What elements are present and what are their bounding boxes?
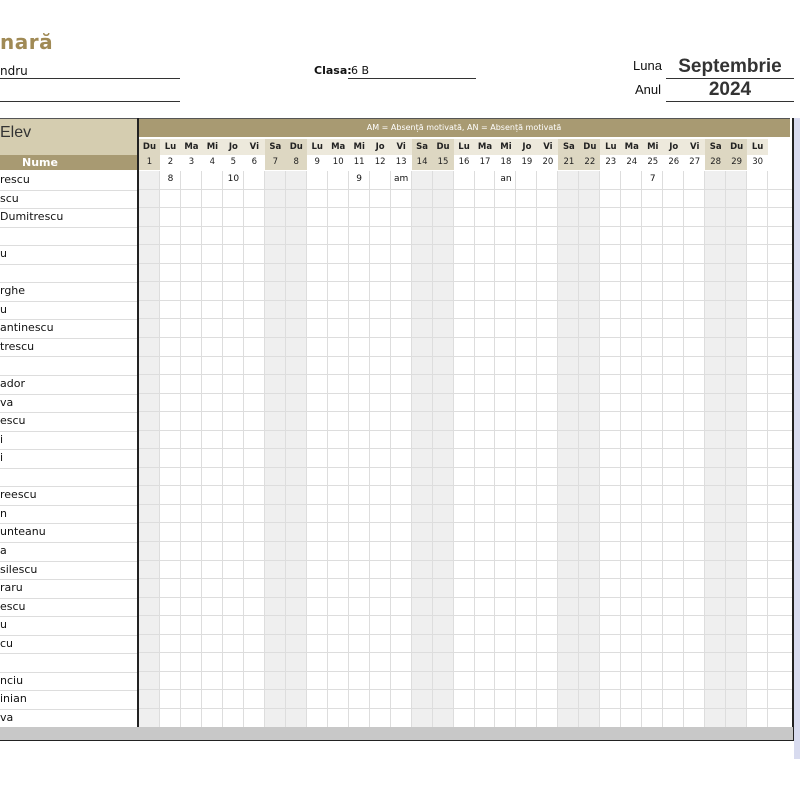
row-gridline [139,689,792,690]
row-gridline [139,560,792,561]
legend-bar: AM = Absență motivată, AN = Absență motivată [138,118,790,137]
row-gridline [139,281,792,282]
nume-header [0,155,137,170]
row-gridline [139,615,792,616]
student-name-cell[interactable]: nciu [0,672,137,692]
row-gridline [139,226,792,227]
day-of-week-header: Ma [475,139,496,155]
row-gridline [139,467,792,468]
day-of-week-header: Vi [244,139,265,155]
day-number-header: 26 [663,155,684,170]
row-gridline [139,504,792,505]
day-number-header: 27 [684,155,705,170]
row-gridline [139,597,792,598]
student-name-cell[interactable] [0,653,137,673]
student-name-cell[interactable]: antinescu [0,319,137,339]
day-of-week-header: Lu [160,139,181,155]
day-of-week-header: Du [726,139,747,155]
attendance-entry[interactable]: am [393,174,409,184]
footer-row [0,727,793,740]
day-of-week-header: Jo [370,139,391,155]
day-of-week-header: Mi [349,139,370,155]
row-gridline [139,374,792,375]
day-of-week-header: Mi [642,139,663,155]
student-name-cell[interactable]: rescu [0,171,137,191]
row-gridline [139,356,792,357]
attendance-entry[interactable]: 9 [356,174,363,184]
day-number-header: 14 [412,155,433,170]
row-gridline [139,300,792,301]
luna-value[interactable]: Septembrie [678,56,782,77]
day-number-header: 5 [223,155,244,170]
attendance-entry[interactable]: 8 [167,174,174,184]
day-of-week-header: Jo [223,139,244,155]
row-gridline [139,393,792,394]
attendance-entry[interactable]: 7 [649,174,656,184]
day-number-header: 13 [391,155,412,170]
row-gridline [139,318,792,319]
student-name-cell[interactable]: u [0,245,137,265]
student-name-cell[interactable]: u [0,301,137,321]
day-number-header: 6 [244,155,265,170]
day-number-header: 25 [642,155,663,170]
student-name-cell[interactable] [0,357,137,377]
day-of-week-header: Vi [391,139,412,155]
anul-value[interactable]: 2024 [708,79,752,100]
day-number-header: 1 [139,155,160,170]
day-of-week-header: Mi [495,139,516,155]
day-of-week-header: Vi [684,139,705,155]
student-name-cell[interactable]: va [0,709,137,729]
second-field-line[interactable] [0,101,180,102]
day-number-header: 19 [516,155,537,170]
row-gridline [139,708,792,709]
student-name-cell[interactable]: scu [0,190,137,210]
class-value: 6 B [351,64,370,77]
nume-label: Nume [22,156,58,169]
attendance-entry[interactable]: 10 [227,174,240,184]
day-number-header: 21 [558,155,579,170]
student-name-cell[interactable]: inian [0,690,137,710]
day-of-week-header: Ma [328,139,349,155]
student-name-cell[interactable]: escu [0,412,137,432]
student-name-cell[interactable]: a [0,542,137,562]
student-name-cell[interactable]: u [0,616,137,636]
student-name-value: ndru [0,64,28,78]
student-name-cell[interactable]: reescu [0,486,137,506]
day-of-week-header: Lu [747,139,768,155]
day-number-header: 23 [600,155,621,170]
day-of-week-header: Mi [202,139,223,155]
student-name-cell[interactable]: n [0,505,137,525]
student-name-cell[interactable]: va [0,394,137,414]
day-of-week-header: Sa [265,139,286,155]
day-of-week-header: Lu [454,139,475,155]
day-of-week-header: Sa [558,139,579,155]
student-name-cell[interactable]: cu [0,635,137,655]
row-gridline [139,411,792,412]
row-gridline [139,541,792,542]
day-number-header: 22 [579,155,600,170]
row-gridline [139,207,792,208]
day-of-week-header: Sa [412,139,433,155]
day-number-header: 11 [349,155,370,170]
row-gridline [139,671,792,672]
student-name-cell[interactable]: escu [0,598,137,618]
day-of-week-header: Ma [181,139,202,155]
day-number-header: 12 [370,155,391,170]
row-gridline [139,485,792,486]
day-number-header: 24 [621,155,642,170]
day-number-header: 16 [454,155,475,170]
day-of-week-header: Lu [600,139,621,155]
page-title: nară [0,30,54,54]
student-name-cell[interactable] [0,468,137,488]
row-gridline [139,430,792,431]
student-name-cell[interactable]: raru [0,579,137,599]
anul-label: Anul [635,82,662,97]
student-name-cell[interactable]: unteanu [0,523,137,543]
row-gridline [139,189,792,190]
day-number-header: 4 [202,155,223,170]
row-gridline [139,263,792,264]
day-of-week-header: Du [286,139,307,155]
elev-title: Elev [0,124,32,141]
class-label: Clasa: [314,64,352,77]
row-gridline [139,652,792,653]
student-name-cell[interactable]: Dumitrescu [0,208,137,228]
student-name-cell[interactable]: i [0,449,137,469]
row-gridline [139,448,792,449]
row-gridline [139,244,792,245]
day-of-week-header: Jo [516,139,537,155]
day-number-header: 9 [307,155,328,170]
scroll-area [794,118,800,759]
day-of-week-header: Jo [663,139,684,155]
student-name-cell[interactable] [0,227,137,247]
day-number-header: 20 [537,155,558,170]
day-number-header: 30 [747,155,768,170]
anul-line [666,101,794,102]
day-number-header: 3 [181,155,202,170]
day-number-header: 8 [286,155,307,170]
day-number-header: 2 [160,155,181,170]
day-number-header: 17 [475,155,496,170]
divider [137,118,139,741]
day-number-header: 7 [265,155,286,170]
student-name-cell[interactable]: silescu [0,561,137,581]
day-number-header: 10 [328,155,349,170]
row-gridline [139,634,792,635]
divider [0,740,793,741]
student-name-cell[interactable] [0,264,137,284]
day-number-header: 15 [433,155,454,170]
attendance-entry[interactable]: an [500,174,512,184]
day-of-week-header: Vi [537,139,558,155]
day-of-week-header: Du [579,139,600,155]
day-of-week-header: Du [139,139,160,155]
day-of-week-header: Ma [621,139,642,155]
day-number-header: 29 [726,155,747,170]
row-gridline [139,522,792,523]
student-name-cell[interactable]: ador [0,375,137,395]
row-gridline [139,578,792,579]
day-of-week-header: Lu [307,139,328,155]
student-name-cell[interactable]: rghe [0,282,137,302]
day-number-header: 28 [705,155,726,170]
day-number-header: 18 [495,155,516,170]
student-name-cell[interactable]: i [0,431,137,451]
row-gridline [139,337,792,338]
student-name-cell[interactable]: trescu [0,338,137,358]
student-name-line[interactable] [0,78,180,79]
class-field-line[interactable] [348,78,476,79]
luna-label: Luna [633,58,662,73]
day-of-week-header: Sa [705,139,726,155]
day-of-week-header: Du [433,139,454,155]
